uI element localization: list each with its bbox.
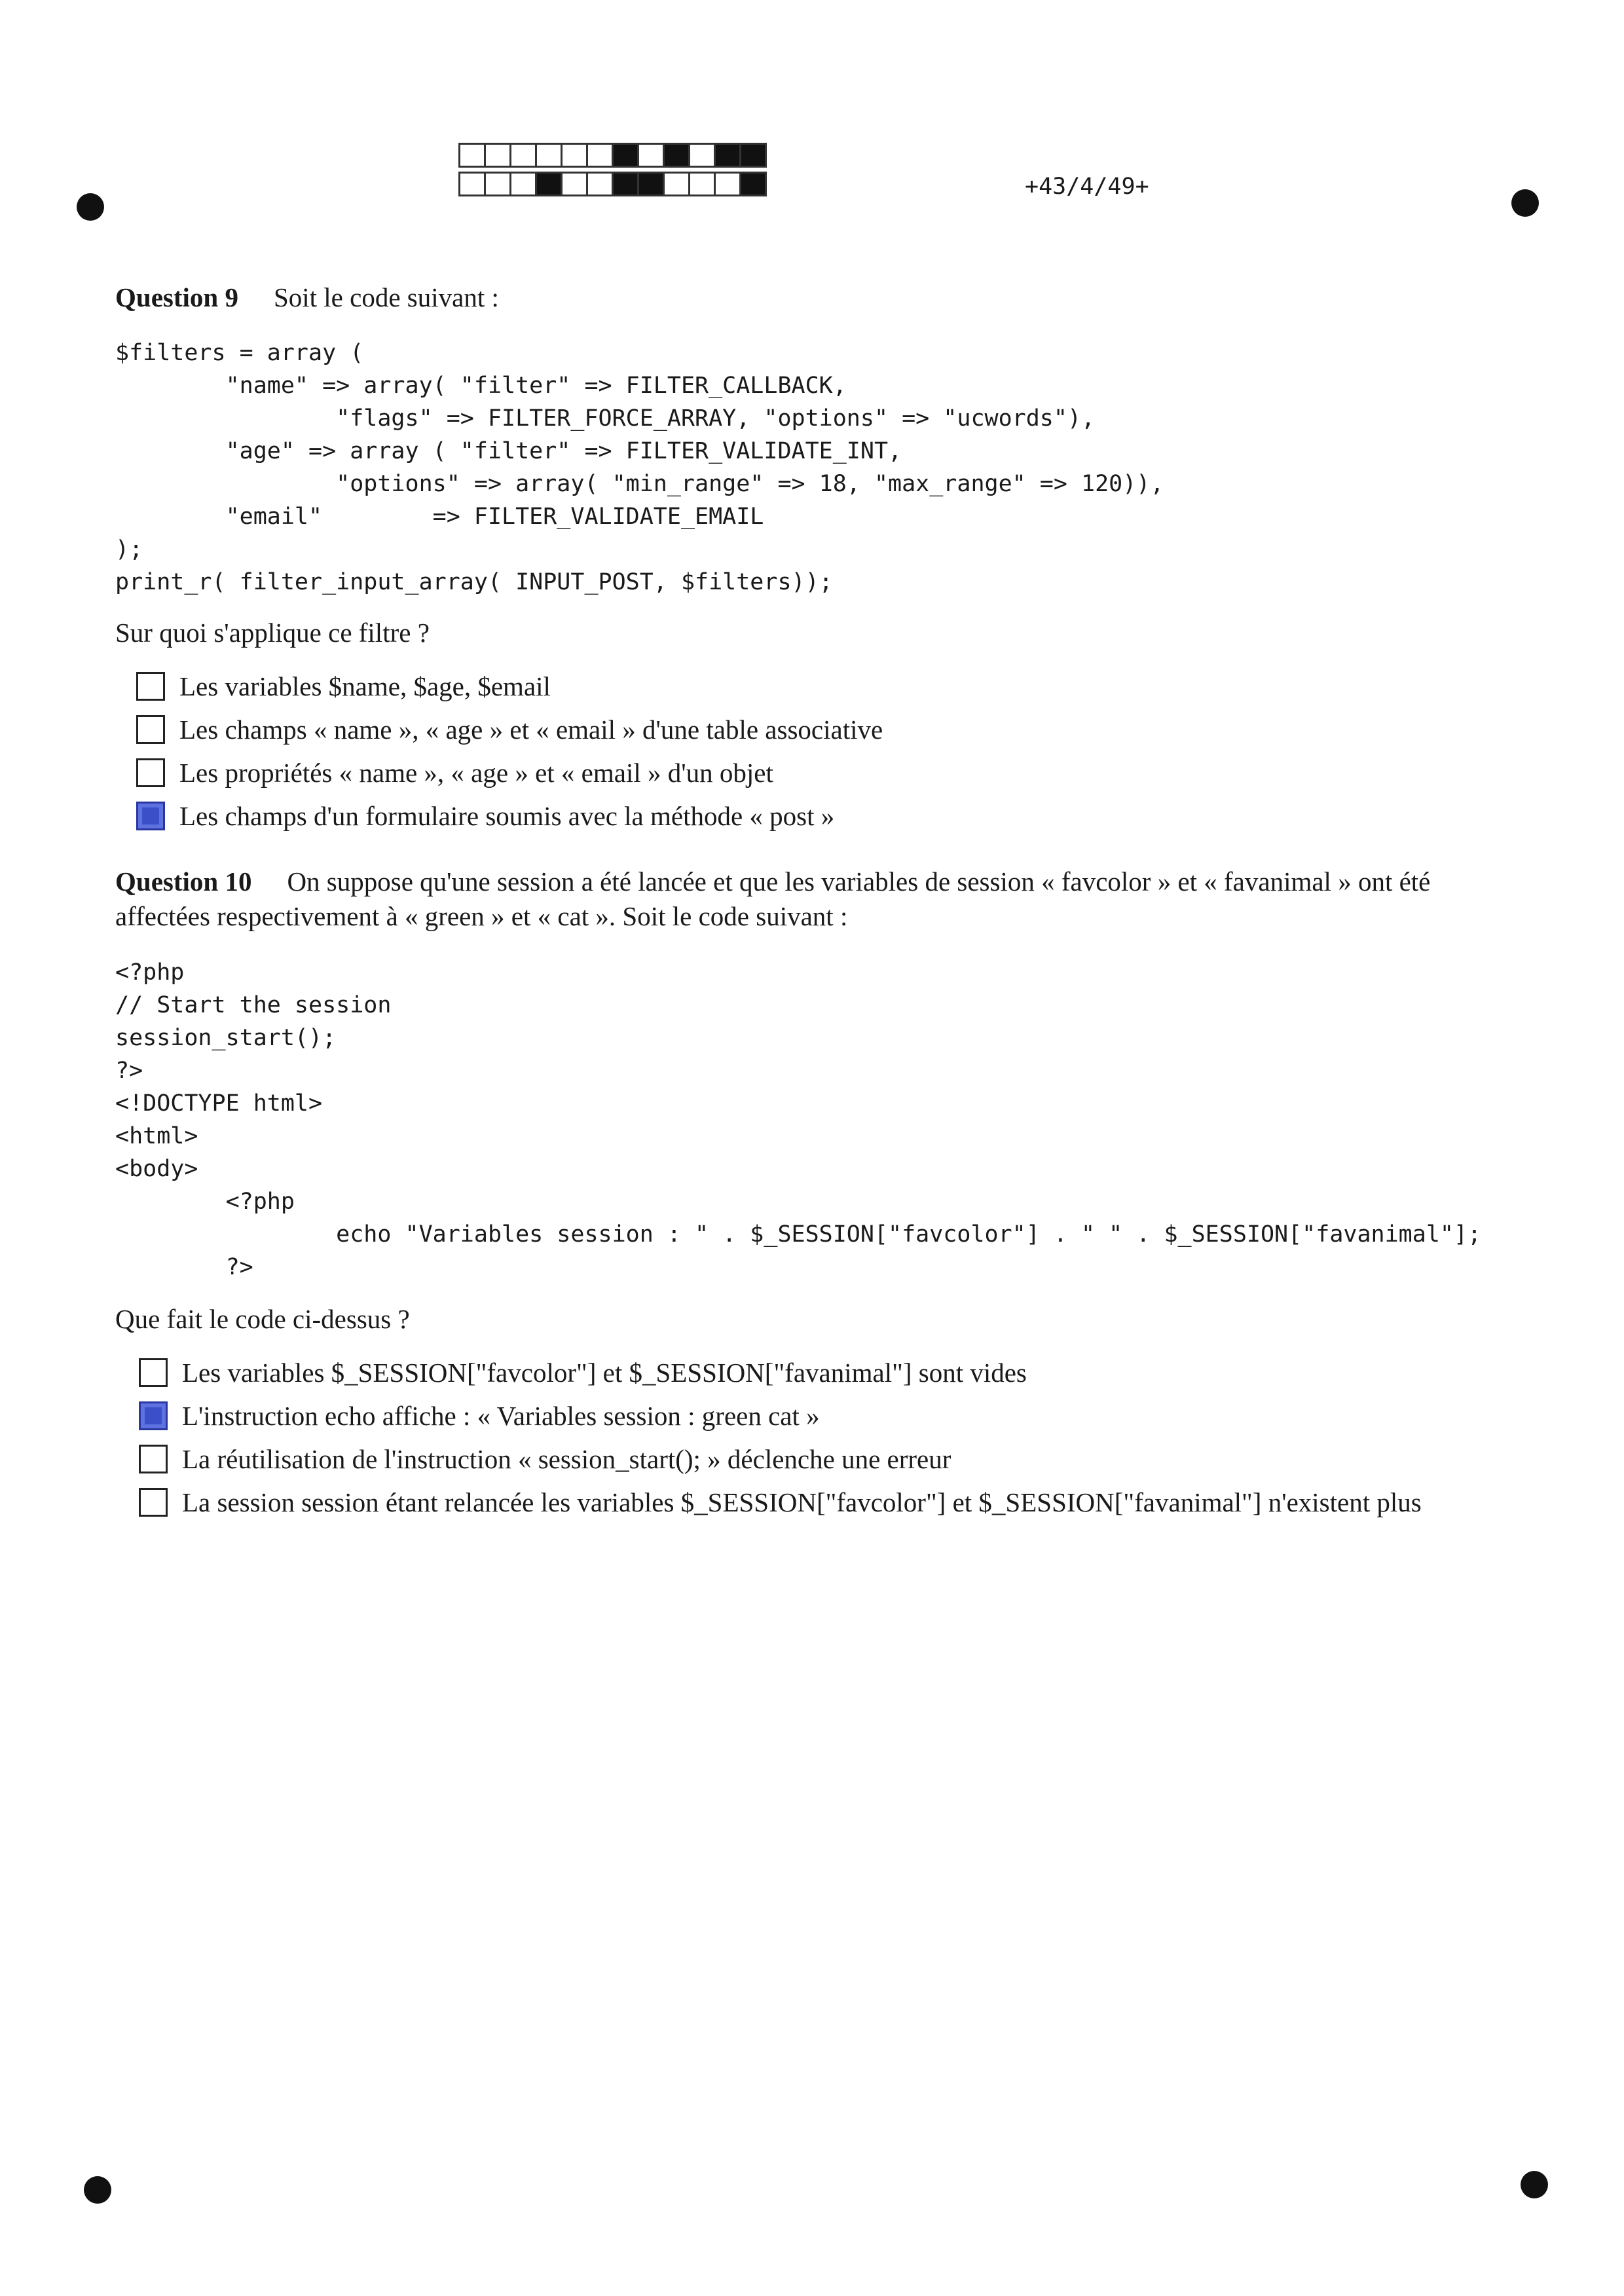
question-10-label: Question 10 (115, 866, 252, 897)
q9-option-3-label: Les propriétés « name », « age » et « email » d'un objet (179, 758, 773, 788)
barcode-cell (484, 143, 511, 168)
page-barcode (458, 143, 765, 200)
barcode-row (458, 143, 765, 168)
barcode-cell (739, 172, 767, 196)
q10-option-2[interactable] (139, 1400, 820, 1432)
barcode-cell (458, 143, 486, 168)
q9-option-1-checkbox[interactable] (136, 672, 165, 701)
q9-option-4[interactable] (136, 800, 834, 832)
registration-mark-top-left (77, 193, 104, 221)
question-10-text-line-2: affectées respectivement à « green » et « cat ». Soit le code suivant : (115, 901, 848, 931)
barcode-cell (612, 143, 639, 168)
q10-option-4[interactable] (139, 1487, 1422, 1518)
barcode-cell (484, 172, 511, 196)
question-9-label: Question 9 (115, 282, 238, 312)
q10-option-1[interactable] (139, 1357, 1027, 1388)
barcode-cell (663, 143, 690, 168)
barcode-cell (535, 172, 563, 196)
q10-option-2-label: L'instruction echo affiche : « Variables session : green cat » (182, 1401, 820, 1431)
q10-option-3[interactable] (139, 1443, 951, 1475)
q9-option-1[interactable] (136, 671, 551, 702)
barcode-cell (612, 172, 639, 196)
barcode-cell (688, 172, 716, 196)
barcode-row (458, 172, 765, 196)
q9-option-4-checkbox[interactable] (136, 802, 165, 830)
question-9-prompt: Sur quoi s'applique ce filtre ? (115, 618, 430, 648)
q10-option-1-label: Les variables $_SESSION["favcolor"] et $_SESSION["favanimal"] sont vides (182, 1358, 1027, 1388)
barcode-cell (637, 172, 665, 196)
q10-option-1-checkbox[interactable] (139, 1358, 168, 1387)
registration-mark-bottom-right (1521, 2171, 1548, 2198)
q9-option-2-checkbox[interactable] (136, 715, 165, 744)
barcode-cell (586, 143, 614, 168)
barcode-cell (739, 143, 767, 168)
question-10-code: <?php // Start the session session_start(); ?> <!DOCTYPE html> <html> <body> <?php echo "Variables session : " . $_SESSION["favcolor"] . " " . $_SESSION["favanimal"]; ?> (115, 959, 1482, 1280)
barcode-cell (535, 143, 563, 168)
barcode-cell (561, 172, 588, 196)
q9-option-3-checkbox[interactable] (136, 758, 165, 787)
q9-option-2-label: Les champs « name », « age » et « email » d'une table associative (179, 714, 883, 745)
q10-option-3-label: La réutilisation de l'instruction « session_start(); » déclenche une erreur (182, 1444, 951, 1474)
q9-option-1-label: Les variables $name, $age, $email (179, 671, 551, 701)
barcode-cell (714, 172, 741, 196)
question-10-header (115, 862, 1430, 900)
barcode-cell (663, 172, 690, 196)
question-9-text: Soit le code suivant : (273, 282, 499, 312)
registration-mark-bottom-left (84, 2176, 111, 2204)
barcode-cell (509, 172, 537, 196)
q10-option-3-checkbox[interactable] (139, 1445, 168, 1473)
q10-option-4-label: La session session étant relancée les variables $_SESSION["favcolor"] et $_SESSION["favanimal"] n'existent plus (182, 1487, 1422, 1517)
barcode-cell (714, 143, 741, 168)
q10-option-2-checkbox[interactable] (139, 1401, 168, 1430)
barcode-cell (561, 143, 588, 168)
barcode-cell (458, 172, 486, 196)
barcode-cell (688, 143, 716, 168)
question-10-text-line-1: On suppose qu'une session a été lancée et que les variables de session « favcolor » et « favanimal » ont été (287, 866, 1431, 897)
barcode-cell (586, 172, 614, 196)
registration-mark-top-right (1511, 189, 1539, 217)
question-9-code: $filters = array ( "name" => array( "filter" => FILTER_CALLBACK, "flags" => FILTER_FORCE_ARRAY, "options" => "ucwords"), "age" => array ( "filter" => FILTER_VALIDATE_INT, "options" => array( "min_range" => 18, "max_range" => 120)), "email" => FILTER_VALIDATE_EMAIL ); print_r( filter_input_array( INPUT_POST, $filters)); (115, 340, 1164, 595)
barcode-cell (637, 143, 665, 168)
q10-option-4-checkbox[interactable] (139, 1488, 168, 1517)
question-10-prompt: Que fait le code ci-dessus ? (115, 1304, 410, 1334)
q9-option-2[interactable] (136, 714, 883, 745)
q9-option-4-label: Les champs d'un formulaire soumis avec la méthode « post » (179, 801, 835, 831)
question-9-header (115, 278, 499, 316)
q9-option-3[interactable] (136, 757, 773, 788)
barcode-cell (509, 143, 537, 168)
page-id: +43/4/49+ (1025, 174, 1149, 200)
